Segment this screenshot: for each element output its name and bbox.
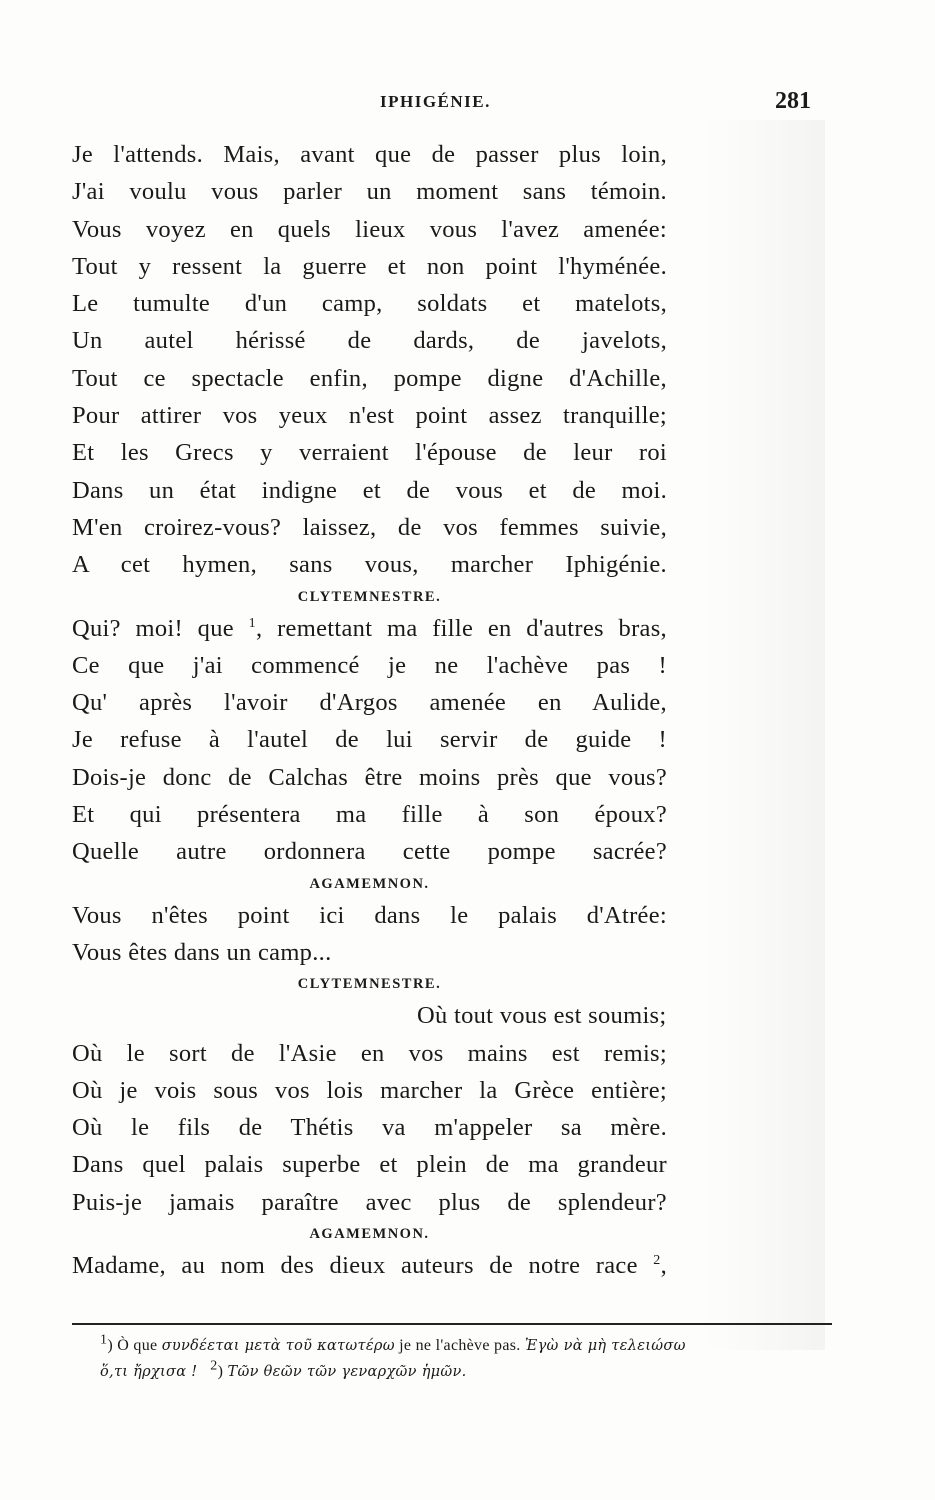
footnote-ref: 2 <box>653 1252 661 1268</box>
verse-line: Quelle autre ordonnera cette pompe sacrée? <box>72 838 667 866</box>
verse-line: Vous êtes dans un camp... <box>72 938 332 966</box>
running-head <box>0 90 935 120</box>
footnote-line: $^1$) Ò que συνδέεται μετὰ τοῦ κατωτέρω je ne l'achève pas. Ἐγὼ νὰ μὴ τελειώσω <box>100 1332 686 1354</box>
footnote-text: je ne l'achève pas. <box>399 1337 521 1354</box>
verse-line: Puis-je jamais paraître avec plus de splendeur? <box>72 1188 667 1216</box>
verse-line: Dans quel palais superbe et plein de ma grandeur <box>72 1151 667 1179</box>
verse-line: Dois-je donc de Calchas être moins près que vous? <box>72 763 667 791</box>
verse-line: Le tumulte d'un camp, soldats et matelots, <box>72 290 667 318</box>
verse-line: Tout y ressent la guerre et non point l'hyménée. <box>72 252 667 280</box>
footnote-greek: Ἐγὼ νὰ μὴ τελειώσω <box>524 1338 686 1354</box>
verse-line: Pour attirer vos yeux n'est point assez tranquille; <box>72 402 667 430</box>
verse-line: Vous voyez en quels lieux vous l'avez amenée: <box>72 215 667 243</box>
speaker-name: AGAMEMNON. <box>309 875 430 892</box>
footnote-marker: 1 <box>100 1332 108 1348</box>
footnote-ref: 1 <box>248 615 256 631</box>
verse-text-part: Qui? moi! que <box>72 614 249 642</box>
verse-text <box>72 136 792 1284</box>
verse-line: Où le fils de Thétis va m'appeler sa mère. <box>72 1114 667 1142</box>
speaker-name: CLYTEMNESTRE. <box>297 588 442 605</box>
verse-line: Un autel hérissé de dards, de javelots, <box>72 327 667 355</box>
verse-line: Et qui présentera ma fille à son époux? <box>72 801 667 829</box>
footnote-rule <box>72 1323 832 1325</box>
footnote-line: ὅ,τι ἤρχισα ! $^2$) Τῶν θεῶν τῶν γεναρχῶν ἡμῶν. <box>100 1358 467 1380</box>
verse-line: Ce que j'ai commencé je ne l'achève pas ! <box>72 651 667 679</box>
verse-line: J'ai voulu vous parler un moment sans témoin. <box>72 178 667 206</box>
verse-text-part: , remettant ma fille en d'autres bras, <box>255 614 667 642</box>
footnote-greek: συνδέεται μετὰ τοῦ κατωτέρω <box>161 1338 395 1354</box>
verse-text-part: Madame, au nom des dieux auteurs de notre race <box>72 1252 654 1280</box>
footnotes <box>100 1333 840 1385</box>
verse-line: Je l'attends. Mais, avant que de passer plus loin, <box>72 141 667 168</box>
verse-line: M'en croirez-vous? laissez, de vos femmes suivie, <box>72 513 667 541</box>
verse-text-part: , <box>660 1252 667 1280</box>
verse-line: Où tout vous est soumis; <box>417 1002 667 1030</box>
page-number: 281 <box>775 88 811 114</box>
verse-line: Vous n'êtes point ici dans le palais d'Atrée: <box>72 901 667 929</box>
footnote-greek: Τῶν θεῶν τῶν γεναρχῶν ἡμῶν. <box>227 1364 467 1380</box>
verse-line: A cet hymen, sans vous, marcher Iphigénie. <box>72 551 667 579</box>
speaker-name: AGAMEMNON. <box>309 1226 430 1243</box>
speaker-name: CLYTEMNESTRE. <box>297 976 442 993</box>
verse-line <box>72 1247 667 1284</box>
running-title: IPHIGÉNIE. <box>380 92 491 111</box>
verse-line: Je refuse à l'autel de lui servir de guide ! <box>72 726 667 754</box>
footnote-text: Ò que <box>117 1337 158 1354</box>
footnote-greek: ὅ,τι ἤρχισα ! <box>100 1364 198 1380</box>
verse-line: Où je vois sous vos lois marcher la Grèce entière; <box>72 1076 667 1104</box>
verse-line: Tout ce spectacle enfin, pompe digne d'Achille, <box>72 364 667 392</box>
verse-line: Dans un état indigne et de vous et de moi. <box>72 476 667 504</box>
footnote-marker: 2 <box>210 1358 218 1374</box>
verse-line: Où le sort de l'Asie en vos mains est remis; <box>72 1039 667 1067</box>
verse-line: Qu' après l'avoir d'Argos amenée en Aulide, <box>72 689 667 717</box>
verse-line <box>72 610 667 647</box>
verse-line: Et les Grecs y verraient l'épouse de leur roi <box>72 439 667 467</box>
